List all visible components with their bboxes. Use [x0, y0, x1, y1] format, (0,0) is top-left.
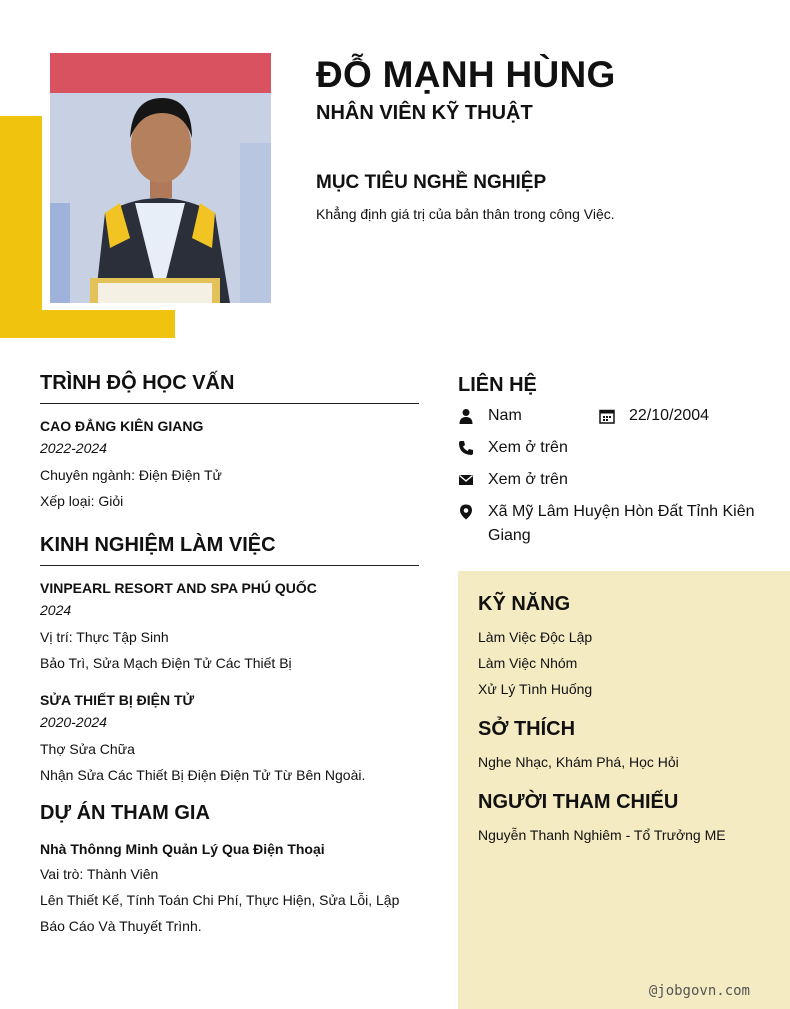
hobbies-text: Nghe Nhạc, Khám Phá, Học Hỏi: [478, 754, 679, 770]
left-column: [40, 372, 419, 953]
school-name: CAO ĐẲNG KIÊN GIANG: [40, 418, 204, 434]
contact-gender: Nam: [488, 407, 522, 424]
contact-gender-row: [458, 404, 522, 428]
experience-heading: KINH NGHIỆM LÀM VIỆC: [40, 534, 419, 566]
projects-heading: DỰ ÁN THAM GIA: [40, 802, 210, 824]
hobbies-heading: SỞ THÍCH: [478, 718, 576, 740]
watermark: @jobgovn.com: [648, 983, 750, 999]
experience-role: Thợ Sửa Chữa: [40, 741, 135, 757]
contact-birthday-row: [599, 404, 709, 428]
contact-address-row: [458, 500, 768, 548]
experience-description: Bảo Trì, Sửa Mạch Điện Tử Các Thiết Bị: [40, 655, 292, 671]
skills-heading: KỸ NĂNG: [478, 593, 571, 615]
company-name: SỬA THIẾT BỊ ĐIỆN TỬ: [40, 692, 195, 708]
contact-address: Xã Mỹ Lâm Huyện Hòn Đất Tỉnh Kiên Giang: [488, 503, 755, 544]
career-goal-heading: MỤC TIÊU NGHỀ NGHIỆP: [316, 172, 547, 193]
education-period: 2022-2024: [40, 440, 107, 456]
profile-photo: [50, 53, 271, 303]
experience-entry: [40, 578, 419, 676]
skill-item: Xử Lý Tình Huống: [478, 681, 593, 697]
experience-period: 2020-2024: [40, 714, 107, 730]
skill-item: Làm Việc Độc Lập: [478, 629, 593, 645]
references-heading: NGƯỜI THAM CHIẾU: [478, 791, 679, 813]
person-icon: [458, 404, 488, 424]
project-description: Lên Thiết Kế, Tính Toán Chi Phí, Thực Hiện, Sửa Lỗi, Lập Báo Cáo Và Thuyết Trình.: [40, 892, 400, 934]
skill-item: Làm Việc Nhóm: [478, 655, 578, 671]
education-heading: TRÌNH ĐỘ HỌC VẤN: [40, 372, 419, 404]
experience-period: 2024: [40, 602, 72, 618]
experience-entry: [40, 690, 419, 788]
calendar-icon: [599, 404, 629, 424]
project-role: Vai trò: Thành Viên: [40, 866, 159, 882]
company-name: VINPEARL RESORT AND SPA PHÚ QUỐC: [40, 580, 317, 596]
project-entry: [40, 839, 419, 939]
mail-icon: [458, 468, 488, 488]
experience-role: Vị trí: Thực Tập Sinh: [40, 629, 169, 645]
phone-icon: [458, 436, 488, 456]
experience-description: Nhận Sửa Các Thiết Bị Điện Điện Tử Từ Bên Ngoài.: [40, 767, 366, 783]
job-title: NHÂN VIÊN KỸ THUẬT: [316, 102, 533, 124]
side-panel: [458, 571, 790, 1009]
decor-yellow-block: [0, 116, 42, 338]
education-entry: [40, 416, 419, 514]
education-grade: Xếp loại: Giỏi: [40, 493, 124, 509]
candidate-name: ĐỖ MẠNH HÙNG: [316, 54, 616, 95]
decor-yellow-bar: [0, 310, 175, 338]
education-major: Chuyên ngành: Điện Điện Tử: [40, 467, 222, 483]
contact-email-row: [458, 468, 568, 492]
career-goal-text: Khẳng định giá trị của bản thân trong công Việc.: [316, 206, 615, 222]
contact-birthday: 22/10/2004: [629, 407, 710, 424]
references-text: Nguyễn Thanh Nghiêm - Tổ Trưởng ME: [478, 827, 726, 843]
contact-heading: LIÊN HỆ: [458, 374, 537, 396]
contact-email: Xem ở trên: [488, 471, 568, 488]
location-icon: [458, 500, 488, 520]
contact-phone-row: [458, 436, 568, 460]
project-name: Nhà Thônng Minh Quản Lý Qua Điện Thoại: [40, 841, 325, 857]
contact-phone: Xem ở trên: [488, 439, 568, 456]
